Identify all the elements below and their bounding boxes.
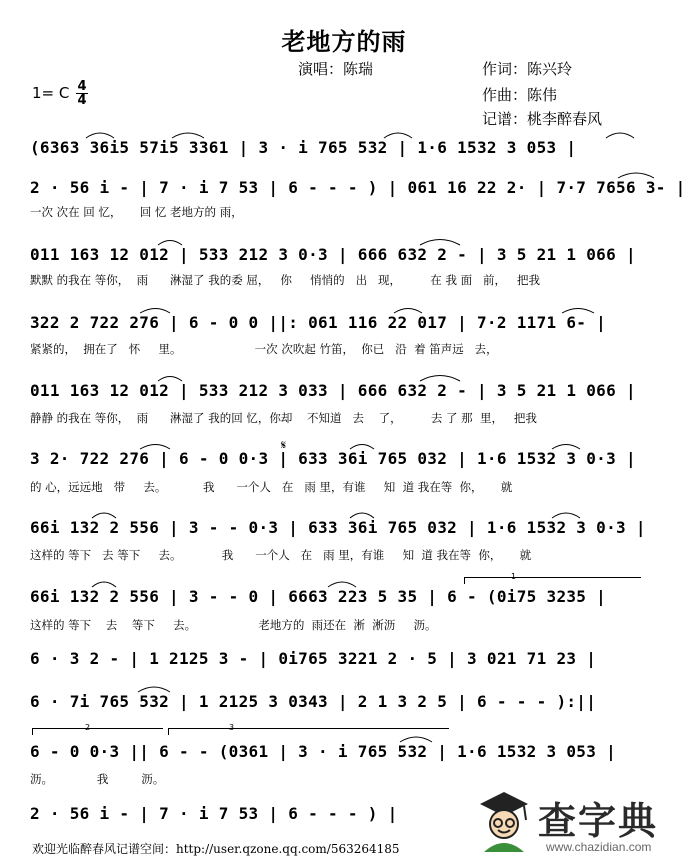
staff-line-2: 2 · 56 i - | 7 · i 7 53 | 6 - - - ) | 061 16 22 2· | 7·7 7656 3- |	[30, 178, 686, 197]
volta-2-label: 2	[85, 723, 91, 732]
lyric-line-5: 静静 的我在 等你， 雨 淋湿了 我的回 忆，你却 不知道 去 了， 去 了 那 里， 把我	[30, 411, 537, 425]
logo-url: www.chazidian.com	[546, 840, 652, 854]
singer-credit: 演唱：陈瑞	[298, 60, 374, 78]
staff-line-9: 6 · 3 2 - | 1 2125 3 - | 0i765 3221 2 · 5 | 3 021 71 23 |	[30, 649, 597, 668]
staff-line-11: 6 - 0 0·3 || 6 - - (0361 | 3 · i 765 532 | 1·6 1532 3 053 |	[30, 742, 617, 761]
lyric-line-4: 紧紧的， 拥在了 怀 里。 一次 次吹起 竹笛， 你已 沿 着 笛声远 去，	[30, 342, 498, 356]
lyric-line-7: 这样的 等下 去 等下 去。 我 一个人 在 雨 里，有谁 知 道 我在等 你， 就	[30, 548, 532, 562]
time-signature-bottom: 4	[77, 93, 87, 108]
song-title: 老地方的雨	[281, 27, 407, 56]
lyric-line-8: 这样的 等下 去 等下 去。 老地方的 雨还在 淅 淅沥 沥。	[30, 618, 437, 632]
logo-text: 查字典	[538, 799, 659, 843]
segno-sign: 𝄋	[281, 438, 287, 452]
staff-line-7: 66i 132 2 556 | 3 - - 0·3 | 633 36i 765 032 | 1·6 1532 3 0·3 |	[30, 518, 646, 537]
lyric-line-6: 的 心，远远地 带 去。 我 一个人 在 雨 里，有谁 知 道 我在等 你， 就	[30, 480, 513, 494]
staff-line-5: 011 163 12 012 | 533 212 3 033 | 666 632 2 - | 3 5 21 1 066 |	[30, 381, 636, 400]
doctor-mascot-icon	[474, 790, 534, 852]
volta-3-label: 3	[229, 723, 235, 732]
time-signature	[76, 80, 88, 107]
time-signature-top: 4	[77, 79, 87, 94]
staff-line-6: 3 2· 722 276 | 6 - 0 0·3 | 633 36i 765 032 | 1·6 1532 3 0·3 |	[30, 449, 636, 468]
volta-2	[32, 723, 163, 735]
composer-credit: 作曲：陈伟	[482, 86, 558, 104]
transcriber-credit: 记谱：桃李醉春风	[482, 110, 603, 128]
key-signature: 1= C	[32, 84, 70, 102]
staff-line-12: 2 · 56 i - | 7 · i 7 53 | 6 - - - ) |	[30, 804, 398, 823]
staff-line-3: 011 163 12 012 | 533 212 3 0·3 | 666 632 2 - | 3 5 21 1 066 |	[30, 245, 636, 264]
lyric-line-3: 默默 的我在 等你， 雨 淋湿了 我的委 屈， 你 悄悄的 出 现， 在 我 面 前， 把我	[30, 273, 541, 287]
staff-line-4: 322 2 722 276 | 6 - 0 0 ||: 061 116 22 017 | 7·2 1171 6- |	[30, 313, 607, 332]
volta-1-label: 1	[511, 572, 517, 581]
footer-credit: 欢迎光临醉春风记谱空间：http://user.qzone.qq.com/563264185	[32, 842, 400, 856]
lyric-line-2: 一次 次在 回 忆， 回 忆 老地方的 雨，	[30, 205, 243, 219]
volta-1	[464, 572, 641, 584]
lyric-line-11: 沥。 我 沥。	[30, 772, 165, 786]
staff-line-10: 6 · 7i 765 532 | 1 2125 3 0343 | 2 1 3 2 5 | 6 - - - ):||	[30, 692, 597, 711]
staff-line-8: 66i 132 2 556 | 3 - - 0 | 6663 223 5 35 | 6 - (0i75 3235 |	[30, 587, 607, 606]
volta-3	[168, 723, 449, 735]
site-logo	[474, 790, 674, 856]
lyricist-credit: 作词：陈兴玲	[482, 60, 573, 78]
staff-line-1: (6363 36i5 57i5 3361 | 3 · i 765 532 | 1·6 1532 3 053 |	[30, 138, 577, 157]
